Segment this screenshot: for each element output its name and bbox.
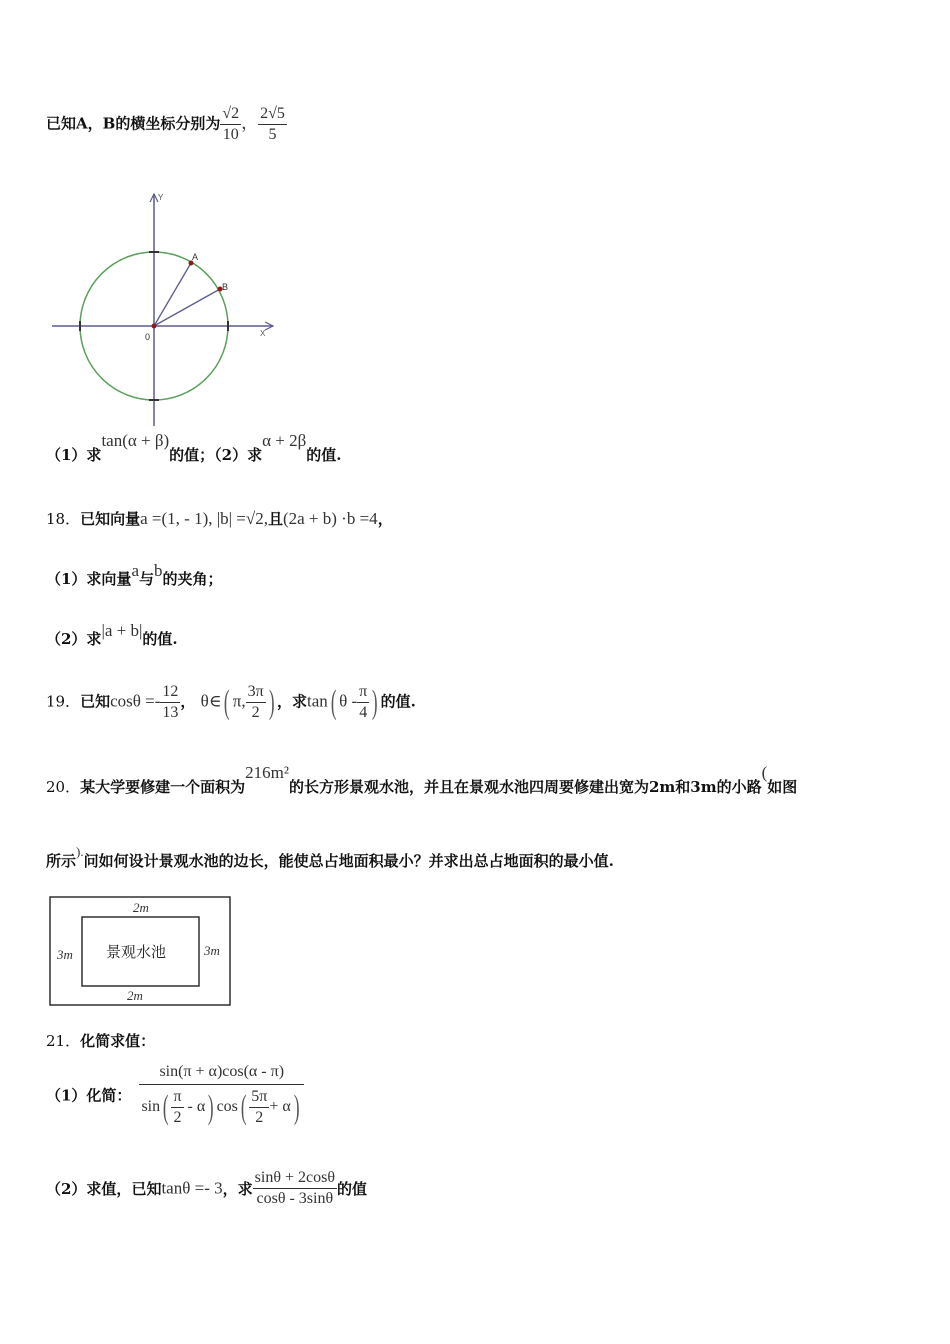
q18-part2: （2）求|a + b|的值. <box>46 621 178 648</box>
q19-stem: 19．已知cosθ =- $\frac{12}{13}$ ， θ∈( π, $\frac{3\pi}{2}$ ) ，求tan( θ - $\frac{\pi}{4}$ ) 的值. <box>46 683 416 721</box>
pool-label: 景观水池 <box>106 943 167 961</box>
intro-text: 已知A，B的横坐标分别为 <box>46 114 221 133</box>
right-width-label: 3m <box>204 943 220 958</box>
fraction-3pi-2: $\frac{3\pi}{2}$ <box>247 683 264 721</box>
ray-ob <box>154 289 220 326</box>
q21-stem: 21．化简求值： <box>46 1032 156 1050</box>
q20-stem-line1: 20．某大学要修建一个面积为216m²的长方形景观水池，并且在景观水池四周要修建出宽为2m和3m的小路(如图 <box>46 763 798 796</box>
origin-label: 0 <box>145 332 151 342</box>
q18-part1: （1）求向量a与b的夹角； <box>46 561 223 588</box>
q18-stem: 18．已知向量a =(1, - 1), |b| =√2,且(2a + b) ·b =4， <box>46 509 393 528</box>
q21-part1: （1）化简： sin(π + α)cos(α - π) sin( $\frac{\pi}{2}$ - α) cos( $\frac{5\pi}{2}$ + α) <box>46 1060 304 1130</box>
top-width-label: 2m <box>133 900 149 915</box>
q17-parts: （1）求tan(α + β)的值；（2）求α + 2β的值. <box>46 431 342 464</box>
x-axis-label: X <box>260 329 266 338</box>
left-width-label: 3m <box>57 947 73 962</box>
fraction-pi-4: $\frac{\pi}{4}$ <box>359 683 368 721</box>
evaluate-fraction: $\frac{\sin\theta + 2\cos\theta}{\cos\theta - 3\sin\theta}$ <box>254 1169 335 1207</box>
q21-part2: （2）求值，已知tanθ =- 3，求 $\frac{\sin\theta + 2\cos\theta}{\cos\theta - 3\sin\theta}$ 的值 <box>46 1169 368 1207</box>
pool-figure <box>49 896 233 1008</box>
q20-stem-line2: 所示).问如何设计景观水池的边长，能使总占地面积最小？并求出总占地面积的最小值. <box>46 844 614 870</box>
ray-oa <box>154 263 191 326</box>
vector-a-definition: a =(1, - 1), |b| =√2, <box>140 509 268 528</box>
y-axis-label: Y <box>158 193 164 202</box>
question-number: 18． <box>46 510 81 528</box>
bottom-width-label: 2m <box>127 988 143 1003</box>
alpha-plus-2beta: α + 2β <box>262 431 307 450</box>
tan-alpha-plus-beta: tan(α + β) <box>101 431 170 450</box>
point-b-label: B <box>222 282 229 292</box>
dot-product-condition: (2a + b) ·b =4 <box>282 509 378 528</box>
origin-dot <box>152 324 157 329</box>
simplify-fraction: sin(π + α)cos(α - π) sin( $\frac{\pi}{2}$ - α) cos( $\frac{5\pi}{2}$ + α) <box>139 1060 304 1130</box>
abs-a-plus-b: |a + b| <box>101 621 143 640</box>
fraction-12-13: $\frac{12}{13}$ <box>162 683 179 721</box>
point-a-label: A <box>192 252 199 262</box>
unit-circle-figure <box>48 190 283 430</box>
fraction-2sqrt5-over-5: $\frac{2√5}{5}$ <box>260 105 285 143</box>
intro-line: 已知A，B的横坐标分别为 $\frac{√2}{10}$ ， $\frac{2√5}{5}$ <box>46 105 285 143</box>
area-value: 216m² <box>245 763 289 782</box>
fraction-sqrt2-over-10: $\frac{√2}{10}$ <box>222 105 240 143</box>
